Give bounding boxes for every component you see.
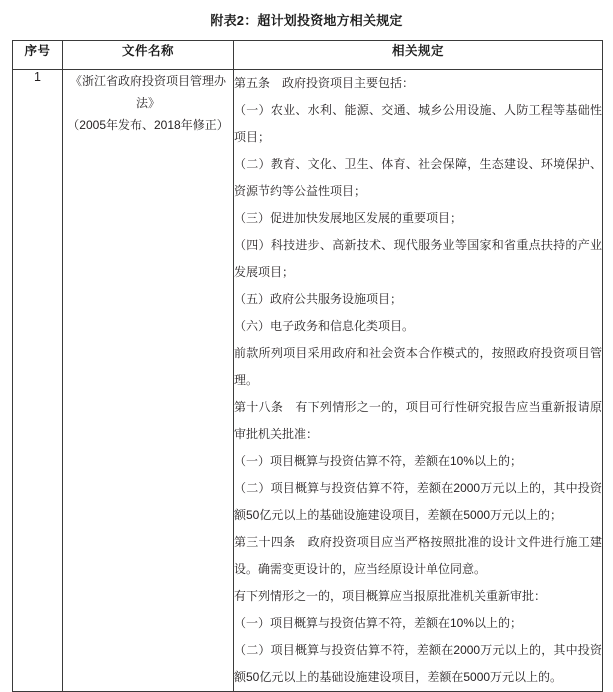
- column-header-rule: 相关规定: [234, 41, 603, 70]
- regulation-paragraph: （二）项目概算与投资估算不符，差额在2000万元以上的，其中投资额50亿元以上的基础设施建设项目，差额在5000万元以上的；: [234, 481, 602, 522]
- regulation-paragraph: 第十八条 有下列情形之一的，项目可行性研究报告应当重新报请原审批机关批准：: [234, 400, 602, 441]
- regulation-paragraph: （三）促进加快发展地区发展的重要项目；: [234, 211, 463, 225]
- row-index-cell: 1: [13, 70, 63, 692]
- regulation-paragraph: 前款所列项目采用政府和社会资本合作模式的，按照政府投资项目管理。: [234, 346, 602, 387]
- regulation-paragraph: （二）教育、文化、卫生、体育、社会保障，生态建设、环境保护、资源节约等公益性项目；: [234, 157, 602, 198]
- document-name-date: （2005年发布、2018年修正）: [67, 118, 229, 132]
- regulation-paragraph: （二）项目概算与投资估算不符，差额在2000万元以上的，其中投资额50亿元以上的基础设施建设项目，差额在5000万元以上的。: [234, 643, 602, 684]
- regulation-paragraph: （五）政府公共服务设施项目；: [234, 292, 403, 306]
- regulation-paragraph: （一）项目概算与投资估算不符，差额在10%以上的；: [234, 616, 523, 630]
- regulation-paragraphs: [234, 70, 602, 691]
- regulation-paragraph: （一）农业、水利、能源、交通、城乡公用设施、人防工程等基础性项目；: [234, 103, 602, 144]
- regulations-table: [12, 40, 603, 692]
- column-header-no: 序号: [13, 41, 63, 70]
- regulation-paragraph: （六）电子政务和信息化类项目。: [234, 319, 415, 333]
- regulation-paragraph: （一）项目概算与投资估算不符，差额在10%以上的；: [234, 454, 523, 468]
- regulation-paragraph: 有下列情形之一的，项目概算应当报原批准机关重新审批：: [234, 589, 547, 603]
- regulation-paragraph: 第五条 政府投资项目主要包括：: [234, 76, 415, 90]
- table-header-row: [13, 41, 603, 70]
- page-title: 附表2：超计划投资地方相关规定: [210, 13, 403, 28]
- table-header: [13, 41, 603, 70]
- table-row: [13, 70, 603, 692]
- document-name-title: 《浙江省政府投资项目管理办法》: [69, 74, 226, 110]
- table-body: [13, 70, 603, 692]
- regulation-paragraph: 第三十四条 政府投资项目应当严格按照批准的设计文件进行施工建设。确需变更设计的，应当经原设计单位同意。: [234, 535, 602, 576]
- column-header-name: 文件名称: [63, 41, 234, 70]
- regulation-text-cell: [234, 70, 603, 692]
- document-name-cell: [63, 70, 234, 692]
- regulation-paragraph: （四）科技进步、高新技术、现代服务业等国家和省重点扶持的产业发展项目；: [234, 238, 602, 279]
